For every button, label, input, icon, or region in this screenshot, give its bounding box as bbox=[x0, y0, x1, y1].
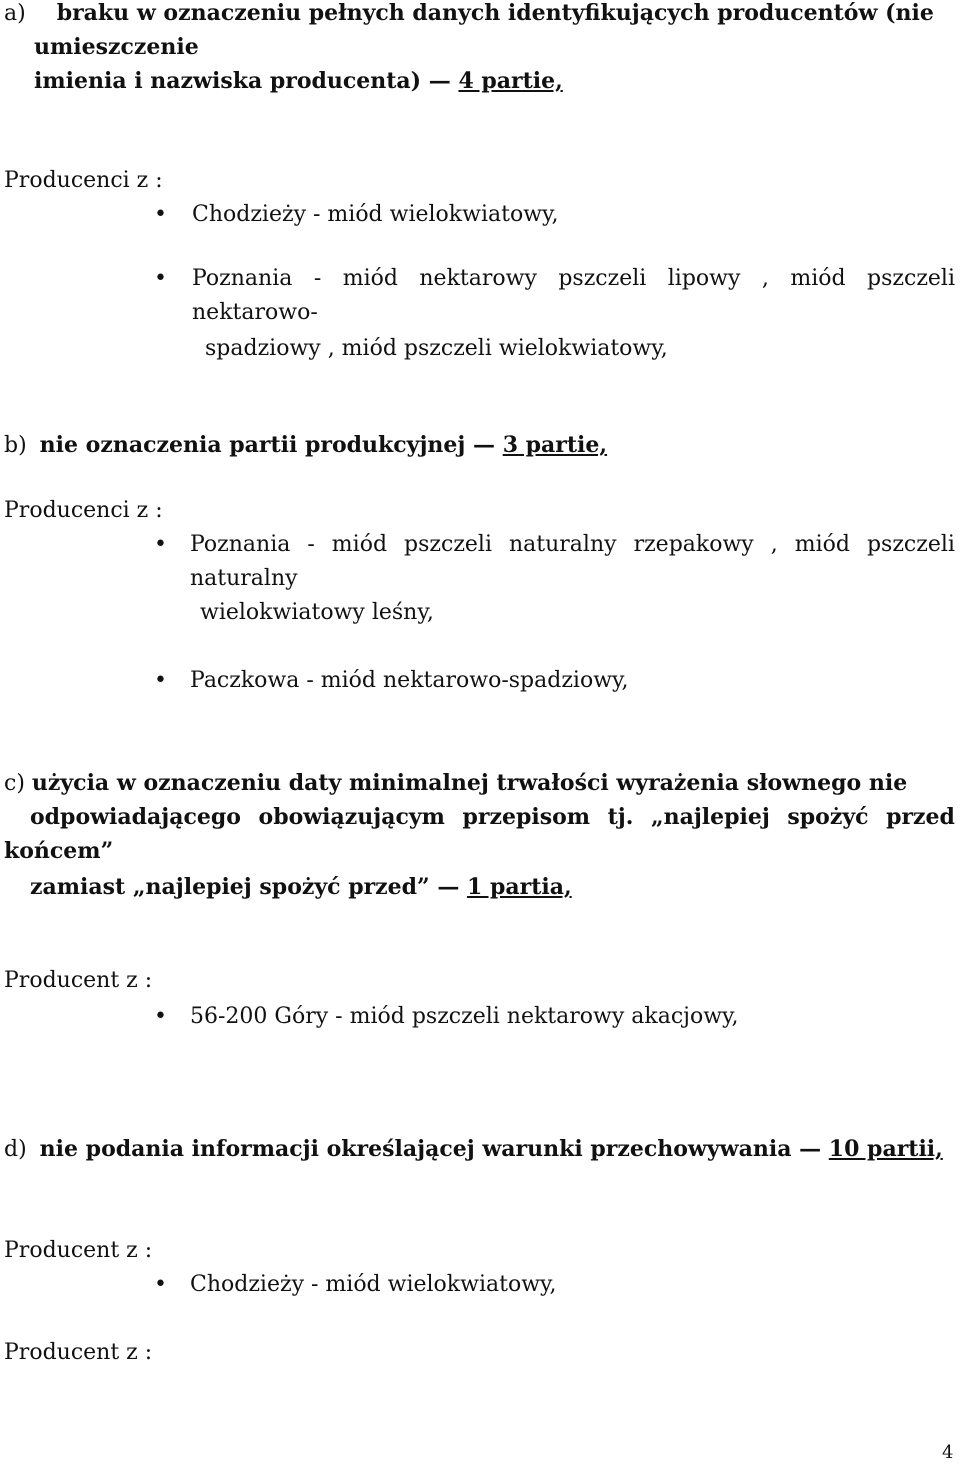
section-a-heading-line1: braku w oznaczeniu pełnych danych identyfikujących producentów (nie bbox=[56, 0, 934, 26]
bullet-icon: • bbox=[154, 532, 167, 557]
section-c-heading bbox=[4, 770, 907, 797]
section-b-count: 3 partie, bbox=[502, 432, 608, 458]
heading-dash: — bbox=[465, 432, 503, 458]
section-a-item-1-line2: nektarowo- bbox=[192, 300, 318, 325]
section-c-heading-line4 bbox=[30, 874, 572, 900]
section-d-heading bbox=[4, 1136, 943, 1163]
section-b-item-1: Paczkowa - miód nektarowo-spadziowy, bbox=[190, 668, 629, 693]
section-c-count: 1 partia, bbox=[467, 874, 572, 900]
section-a-marker: a) bbox=[4, 1, 26, 26]
section-a-heading bbox=[4, 0, 934, 27]
bullet-icon: • bbox=[154, 1272, 167, 1297]
section-c-heading-line2: odpowiadającego obowiązującym przepisom tj. „najlepiej spożyć przed bbox=[30, 804, 955, 830]
section-b-item-0-line2: naturalny bbox=[190, 566, 298, 591]
section-d-count: 10 partii, bbox=[828, 1136, 943, 1162]
section-a-item-1-line1: Poznania - miód nektarowy pszczeli lipowy , miód pszczeli bbox=[192, 266, 955, 291]
section-a-heading-line2: umieszczenie bbox=[34, 34, 199, 60]
page-number: 4 bbox=[942, 1442, 954, 1463]
section-d-producers-label-2: Producent z : bbox=[4, 1340, 153, 1365]
section-b-heading-text: nie oznaczenia partii produkcyjnej bbox=[39, 432, 466, 458]
section-c-marker: c) bbox=[4, 771, 25, 796]
section-b-producers-label: Producenci z : bbox=[4, 498, 163, 523]
bullet-icon: • bbox=[154, 202, 167, 227]
section-c-item-0: 56-200 Góry - miód pszczeli nektarowy akacjowy, bbox=[190, 1004, 739, 1029]
section-b-marker: b) bbox=[4, 433, 27, 458]
heading-dash: — bbox=[421, 68, 459, 94]
bullet-icon: • bbox=[154, 266, 167, 291]
section-d-heading-text: nie podania informacji określającej warunki przechowywania bbox=[39, 1136, 792, 1162]
section-c-heading-text: zamiast „najlepiej spożyć przed” bbox=[30, 874, 430, 900]
section-a-item-1-line3: spadziowy , miód pszczeli wielokwiatowy, bbox=[205, 336, 668, 361]
section-b-heading bbox=[4, 432, 607, 459]
heading-dash: — bbox=[791, 1136, 829, 1162]
section-b-item-0-line3: wielokwiatowy leśny, bbox=[200, 600, 434, 625]
bullet-icon: • bbox=[154, 668, 167, 693]
bullet-icon: • bbox=[154, 1004, 167, 1029]
section-c-heading-line1: użycia w oznaczeniu daty minimalnej trwałości wyrażenia słownego nie bbox=[31, 770, 908, 796]
section-d-marker: d) bbox=[4, 1137, 27, 1162]
section-d-item-0: Chodzieży - miód wielokwiatowy, bbox=[190, 1272, 557, 1297]
section-a-item-0: Chodzieży - miód wielokwiatowy, bbox=[192, 202, 559, 227]
section-a-count: 4 partie, bbox=[458, 68, 563, 94]
section-a-producers-label: Producenci z : bbox=[4, 168, 163, 193]
section-d-producers-label-1: Producent z : bbox=[4, 1238, 153, 1263]
section-c-producers-label: Producent z : bbox=[4, 968, 153, 993]
section-b-item-0-line1: Poznania - miód pszczeli naturalny rzepakowy , miód pszczeli bbox=[190, 532, 955, 557]
heading-dash: — bbox=[429, 874, 468, 900]
section-c-heading-line3: końcem” bbox=[4, 838, 114, 864]
section-a-heading-text: imienia i nazwiska producenta) bbox=[34, 68, 422, 94]
section-a-heading-line3 bbox=[34, 68, 563, 94]
